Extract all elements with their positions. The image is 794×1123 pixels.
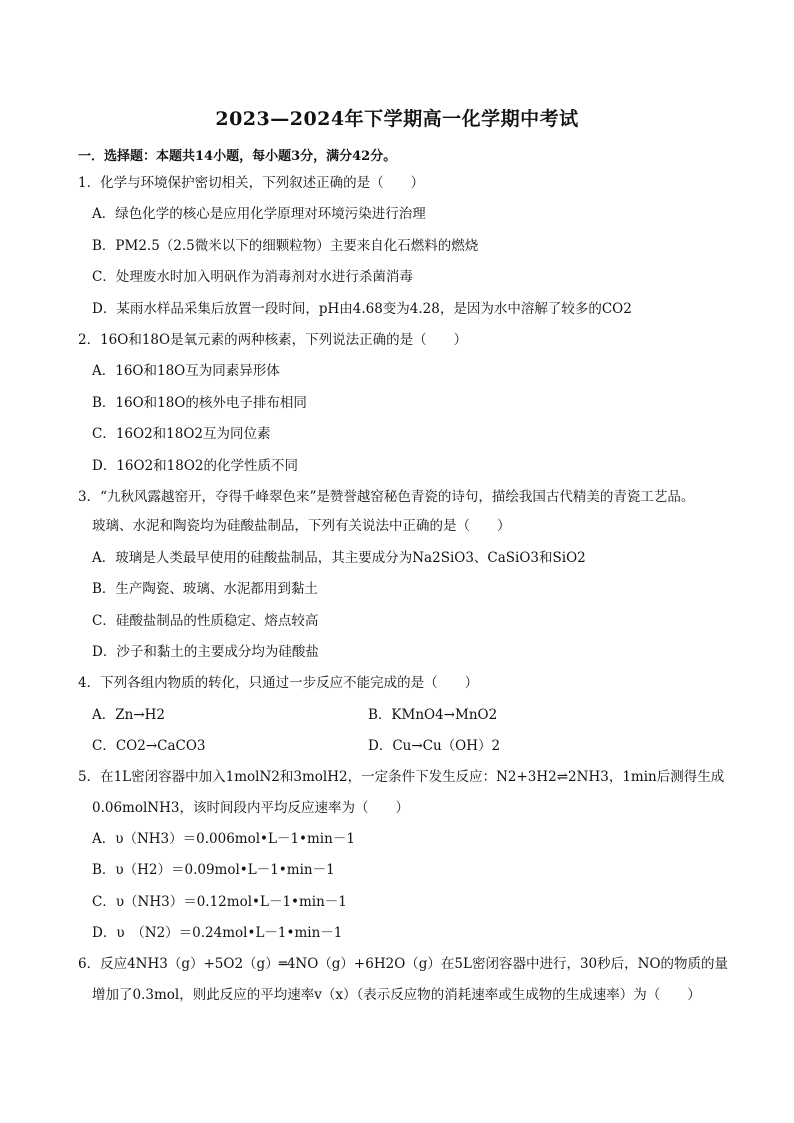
question-2-option-a: A．16O和18O互为同素异形体 <box>92 363 280 379</box>
question-5-option-c: C．υ（NH3）＝0.12mol•L－1•min－1 <box>92 894 347 910</box>
question-3-option-b: B．生产陶瓷、玻璃、水泥都用到黏土 <box>92 581 318 597</box>
question-6-stem: 6．反应4NH3（g）+5O2（g）═4NO（g）+6H2O（g）在5L密闭容器中进行，30秒后，NO的物质的量 <box>78 956 729 972</box>
question-2-option-d: D．16O2和18O2的化学性质不同 <box>92 458 298 474</box>
question-1-option-d: D．某雨水样品采集后放置一段时间，pH由4.68变为4.28，是因为水中溶解了较多的CO2 <box>92 301 632 317</box>
question-1-option-a: A．绿色化学的核心是应用化学原理对环境污染进行治理 <box>92 206 426 222</box>
question-2-stem: 2．16O和18O是氧元素的两种核素，下列说法正确的是（ ） <box>78 332 468 348</box>
question-3-option-a: A．玻璃是人类最早使用的硅酸盐制品，其主要成分为Na2SiO3、CaSiO3和SiO2 <box>92 550 586 566</box>
question-1-option-b: B．PM2.5（2.5微米以下的细颗粒物）主要来自化石燃料的燃烧 <box>92 238 479 254</box>
question-5-stem-continued: 0.06molNH3，该时间段内平均反应速率为（ ） <box>92 800 409 816</box>
question-5-option-d: D．υ （N2）＝0.24mol•L－1•min－1 <box>92 925 343 941</box>
section-heading: 一．选择题：本题共14小题，每小题3分，满分42分。 <box>78 149 397 164</box>
question-4-option-a: A．Zn→H2 <box>92 707 165 723</box>
question-5-option-a: A．υ（NH3）＝0.006mol•L－1•min－1 <box>92 831 355 847</box>
question-1-stem: 1．化学与环境保护密切相关，下列叙述正确的是（ ） <box>78 175 425 191</box>
question-3-stem: 3．“九秋风露越窑开，夺得千峰翠色来”是赞誉越窑秘色青瓷的诗句，描绘我国古代精美的青瓷工艺品。 <box>78 489 695 505</box>
page-title: 2023—2024年下学期高一化学期中考试 <box>215 108 579 130</box>
question-2-option-c: C．16O2和18O2互为同位素 <box>92 426 271 442</box>
question-3-stem-continued: 玻璃、水泥和陶瓷均为硅酸盐制品，下列有关说法中正确的是（ ） <box>92 518 511 534</box>
question-3-option-d: D．沙子和黏土的主要成分均为硅酸盐 <box>92 644 319 660</box>
question-1-option-c: C．处理废水时加入明矾作为消毒剂对水进行杀菌消毒 <box>92 269 413 285</box>
question-4-stem: 4．下列各组内物质的转化，只通过一步反应不能完成的是（ ） <box>78 675 479 691</box>
question-4-option-b: B．KMnO4→MnO2 <box>368 707 498 723</box>
question-2-option-b: B．16O和18O的核外电子排布相同 <box>92 395 307 411</box>
question-5-option-b: B．υ（H2）＝0.09mol•L－1•min－1 <box>92 862 335 878</box>
question-6-stem-continued: 增加了0.3mol，则此反应的平均速率v（x）（表示反应物的消耗速率或生成物的生成速率）为（ ） <box>92 987 701 1003</box>
question-3-option-c: C．硅酸盐制品的性质稳定、熔点较高 <box>92 613 319 629</box>
question-4-option-d: D．Cu→Cu（OH）2 <box>368 738 501 754</box>
question-4-option-c: C．CO2→CaCO3 <box>92 738 206 754</box>
question-5-stem: 5．在1L密闭容器中加入1molN2和3molH2，一定条件下发生反应：N2+3H2⇌2NH3，1min后测得生成 <box>78 769 725 785</box>
